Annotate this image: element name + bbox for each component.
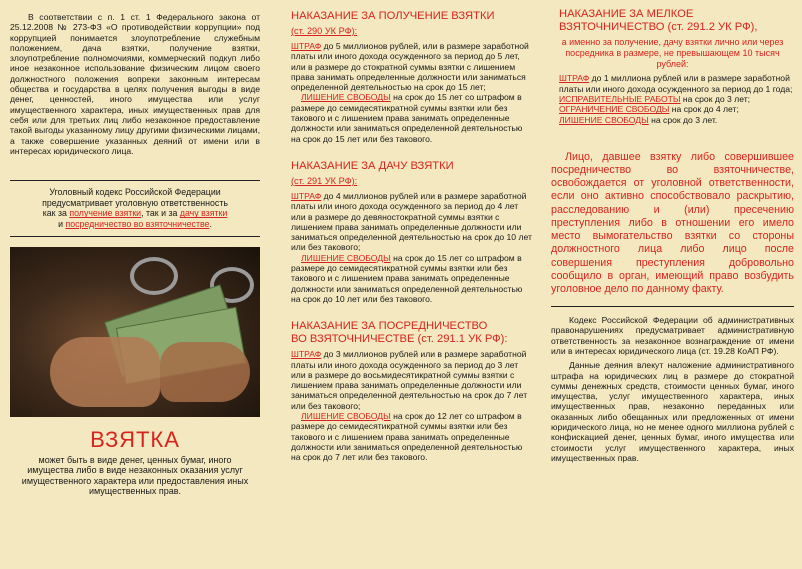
- middle-column: [275, 0, 537, 569]
- imprisonment-line: ЛИШЕНИЕ СВОБОДЫ на срок до 3 лет.: [559, 114, 718, 125]
- section-291: [283, 160, 533, 304]
- divider: [10, 236, 260, 237]
- fine-paragraph: ШТРАФ до 4 миллионов рублей или в размере заработной платы или иного дохода осужденного за период до 4 лет или в размере до девяностократной суммы взятки с лишением права занимать определенные должности или заниматься определенной деятельностью на срок до 10 лет или без такового;: [291, 190, 532, 253]
- handcuff-icon: [130, 257, 178, 295]
- section-title: НАКАЗАНИЕ ЗА ПОСРЕДНИЧЕСТВО: [291, 320, 488, 333]
- section-291-1: [283, 320, 533, 462]
- fine-paragraph: ШТРАФ до 3 миллионов рублей или в размере заработной платы или иного дохода осужденного за период до 3 лет или в размере до восьмидесятикратной суммы взятки с лишением права занимать определенные должности или заниматься определенной деятельностью на срок до 7 лет или без такового;: [291, 349, 528, 411]
- section-title: НАКАЗАНИЕ ЗА ДАЧУ ВЗЯТКИ: [291, 159, 454, 172]
- fine-paragraph: ШТРАФ до 5 миллионов рублей, или в размере заработной платы или иного дохода осужденного за период до 5 лет, или в размере до стократной суммы взятки с лишением права занимать определенные должности или заниматься определенной деятельностью на срок до 15 лет;: [291, 41, 529, 93]
- admin-code-paragraph: Кодекс Российской Федерации об административных правонарушениях предусматривает административную ответственность за незаконное вознаграждение от имени или в интересах юридического лица (ст. 19.28 КоАП РФ).: [551, 315, 794, 356]
- hand-icon: [50, 337, 160, 407]
- left-column: [0, 0, 268, 569]
- fine-paragraph: ШТРАФ до 1 миллиона рублей или в размере заработной платы или иного дохода осужденного за период до 1 года;: [559, 73, 793, 94]
- code-line1: Уголовный кодекс Российской Федерации: [49, 187, 221, 198]
- handcuffed-hands-money-photo: [10, 247, 260, 417]
- section-title-line2: ВО ВЗЯТОЧНИЧЕСТВЕ (ст. 291.1 УК РФ):: [291, 333, 508, 346]
- imprisonment-paragraph: ЛИШЕНИЕ СВОБОДЫ на срок до 15 лет со штрафом в размере до семидесятикратной суммы взятки или без такового и с лишением права занимать определенные должности или заниматься определенной деятельностью на срок до 15 лет или без такового.: [291, 92, 523, 144]
- section-article: (ст. 290 УК РФ):: [291, 26, 358, 36]
- section-title: НАКАЗАНИЕ ЗА МЕЛКОЕ: [559, 8, 694, 20]
- code-line2: предусматривает уголовную ответственность: [42, 197, 228, 208]
- section-290: [283, 10, 533, 144]
- hand-icon: [160, 342, 250, 402]
- code-line4: и посредничество во взяточничестве.: [58, 218, 212, 229]
- divider: [551, 306, 794, 307]
- criminal-code-block: [10, 181, 260, 235]
- imprisonment-paragraph: ЛИШЕНИЕ СВОБОДЫ на срок до 15 лет со штрафом в размере до семидесятикратной суммы взятки или без такового и с лишением права занимать определенные должности или заниматься определенной деятельностью на срок до 10 лет или без такового.: [291, 252, 523, 304]
- imprisonment-paragraph: ЛИШЕНИЕ СВОБОДЫ на срок до 12 лет со штрафом в размере до семидесятикратной суммы взятки или без такового и с лишением права занимать определенные должности или заниматься определенной деятельностью на срок до 7 лет или без такового.: [291, 411, 523, 463]
- section-291-2: [551, 8, 794, 125]
- bribe-taking-link: получение взятки: [69, 208, 142, 219]
- right-column: [545, 0, 802, 569]
- code-line3: как за получение взятки, так и за дачу взятки: [42, 208, 228, 219]
- admin-penalty-paragraph: Данные деяния влекут наложение административного штрафа на юридических лиц в размере до стократной суммы денежных средств, стоимости ценных бумаг, иного имущества, услуг имущественного характера, иных имущественных прав, незаконно переданных или оказанных либо обещанных или предложенных от имени юридического лица, но не менее одного миллиона рублей с конфискацией денег, ценных бумаг, иного имущества или стоимости услуг имущественного характера, иных имущественных прав.: [551, 360, 794, 463]
- bribe-giving-link: дачу взятки: [179, 208, 228, 219]
- bribe-description: может быть в виде денег, ценных бумаг, иного имущества либо в виде незаконных оказания услуг имущественного характера или предоставления иных имущественных прав.: [21, 454, 249, 497]
- exemption-paragraph: Лицо, давшее взятку либо совершившее посредничество во взяточничестве, освобождается от уголовной ответственности, если оно активно способствовало раскрытию, расследованию и (или) пресечению преступления либо в отношении его имело место вымогательство взятки со стороны должностного лица либо лицо после совершения преступления добровольно сообщило в орган, имеющий право возбудить уголовное дело по данному факту.: [551, 150, 794, 295]
- section-title: НАКАЗАНИЕ ЗА ПОЛУЧЕНИЕ ВЗЯТКИ: [291, 10, 495, 22]
- restriction-line: ОГРАНИЧЕНИЕ СВОБОДЫ на срок до 4 лет;: [559, 104, 739, 115]
- section-article: (ст. 291 УК РФ):: [291, 175, 358, 186]
- correctional-labor-line: ИСПРАВИТЕЛЬНЫЕ РАБОТЫ на срок до 3 лет;: [559, 93, 751, 104]
- bribe-title: ВЗЯТКА: [90, 426, 180, 452]
- section-title-line2: ВЗЯТОЧНИЧЕСТВО (ст. 291.2 УК РФ),: [559, 21, 758, 33]
- mediation-link: посредничество во взяточничестве: [65, 218, 210, 229]
- corruption-definition: В соответствии с п. 1 ст. 1 Федерального закона от 25.12.2008 № 273-ФЗ «О противодействии коррупции» под коррупцией понимается злоупотребление служебным положением, дача взятки, получение взятки, злоупотребление полномочиями, коммерческий подкуп либо иное незаконное использование физическим лицом своего должностного положения вопреки законным интересам общества и государства в целях получения выгоды в виде денег, ценностей, иного имущества или услуг имущественного характера, иных имущественных прав для себя или для третьих лиц либо незаконное предоставление такой выгоды указанному лицу другими физическими лицами, а также совершение указанных деяний от имени или в интересах юридического лица.: [10, 12, 260, 156]
- petty-bribe-note: а именно за получение, дачу взятки лично или через посредника в размере, не превышающем 10 тысяч рублей:: [561, 37, 784, 69]
